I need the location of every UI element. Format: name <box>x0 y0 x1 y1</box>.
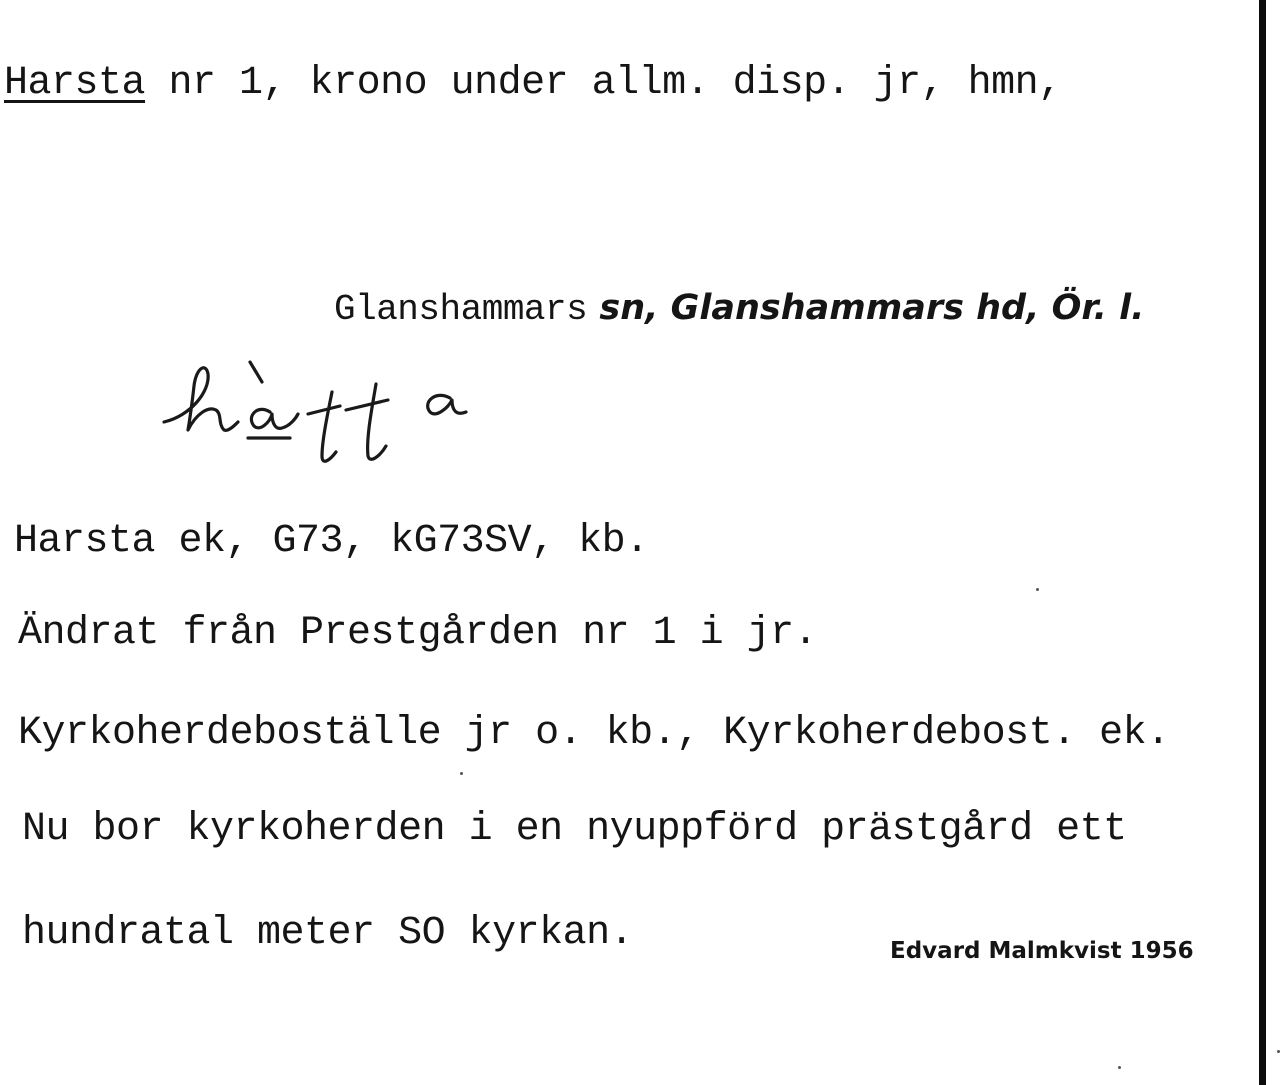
paper-speck <box>1036 588 1039 591</box>
heading-details: nr 1, krono under allm. disp. jr, hmn, <box>145 61 1062 106</box>
card-line-1: Harsta ek, G73, kG73SV, kb. <box>14 519 649 564</box>
card-right-edge <box>1259 0 1266 1085</box>
card-line-3: Kyrkoherdeboställe jr o. kb., Kyrkoherdebost. ek. <box>18 711 1170 756</box>
card-line-5: hundratal meter SO kyrkan. <box>22 911 634 956</box>
parish-line <box>334 286 1144 328</box>
place-name: Harsta <box>4 61 146 106</box>
card-line-4: Nu bor kyrkoherden i en nyuppförd prästgård ett <box>22 807 1127 852</box>
parish-typed: Glanshammars <box>334 289 588 330</box>
signature: Edvard Malmkvist 1956 <box>890 938 1194 964</box>
paper-speck <box>460 772 463 775</box>
paper-speck <box>1277 1050 1280 1053</box>
paper-speck <box>1118 1066 1121 1069</box>
parish-stamp: sn, Glanshammars hd, Ör. l. <box>587 288 1145 328</box>
card-line-2: Ändrat från Prestgården nr 1 i jr. <box>18 611 818 656</box>
card-heading <box>4 61 1062 106</box>
handwritten-pronunciation <box>150 352 490 482</box>
